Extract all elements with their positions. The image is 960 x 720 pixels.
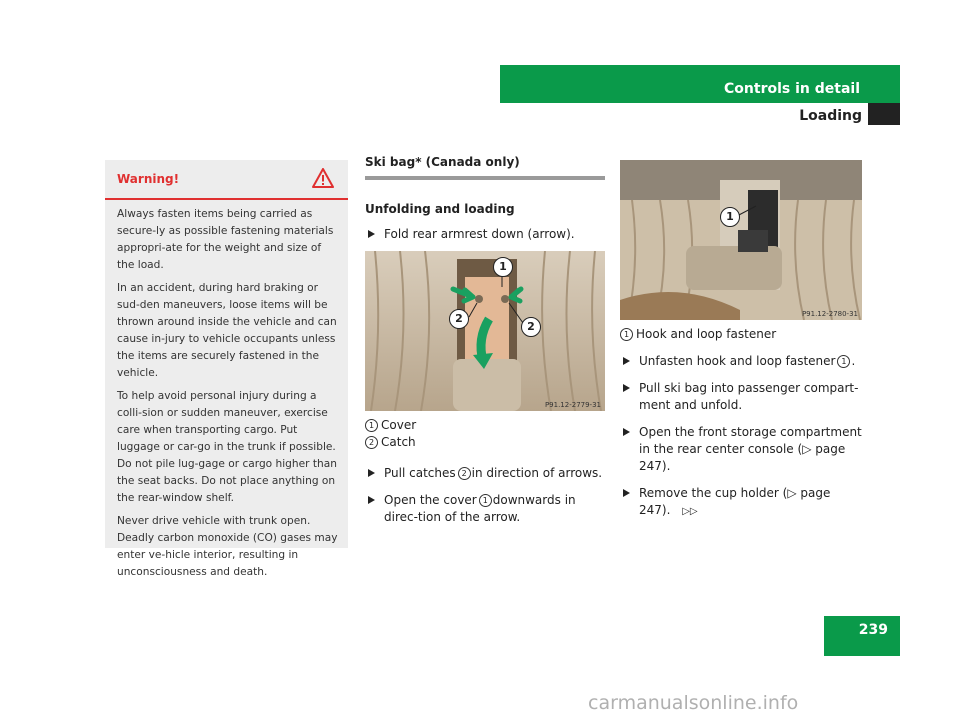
instruction-step: Pull catches 2 in direction of arrows. (365, 465, 605, 482)
callout-number: 2 (449, 309, 469, 329)
page-number: 239 (858, 622, 888, 638)
instruction-step: Open the front storage compartment in the rear center console (▷ page 247). (620, 424, 862, 475)
armrest-photo (365, 251, 605, 411)
page-number-box (824, 616, 900, 656)
section-header-band (500, 65, 900, 103)
instruction-step: Remove the cup holder (▷ page 247). ▷▷ (620, 485, 862, 520)
warning-paragraph: Never drive vehicle with trunk open. Deadly carbon monoxide (CO) gases may enter ve-hicle interior, resulting in unconsciousness and death. (117, 515, 338, 578)
subsection-marker (868, 103, 900, 125)
warning-body (117, 206, 341, 587)
image-id: P91.12-2779-31 (544, 401, 601, 409)
instruction-step: Open the cover 1 downwards in direc-tion of the arrow. (365, 492, 605, 526)
instruction-step: Pull ski bag into passenger compart-ment and unfold. (620, 380, 862, 414)
ski-bag-section (365, 155, 605, 526)
section-title: Controls in detail (724, 81, 860, 97)
warning-title: Warning! (117, 172, 180, 186)
warning-paragraph: Always fasten items being carried as secure-ly as possible fastening materials appropri-ate for the weight and size of the load. (117, 208, 334, 271)
warning-paragraph: In an accident, during hard braking or sud-den maneuvers, loose items will be thrown around inside the vehicle and can cause in-jury to vehicle occupants unless the items are securely fastened in the vehicle. (117, 282, 337, 379)
legend-item: 2 Catch (365, 434, 605, 451)
ski-bag-continued (620, 160, 862, 520)
ski-bag-photo (620, 160, 862, 320)
instruction-step: Unfasten hook and loop fastener 1 . (620, 353, 862, 370)
legend-item: 1 Cover (365, 417, 605, 434)
warning-triangle-icon (312, 168, 334, 188)
callout-number: 1 (720, 207, 740, 227)
legend-item: 1 Hook and loop fastener (620, 326, 862, 343)
section-heading: Ski bag* (Canada only) (365, 155, 605, 180)
warning-box (105, 160, 348, 578)
ski-bag-illustration (620, 160, 862, 320)
instruction-step: Fold rear armrest down (arrow). (365, 226, 605, 243)
source-watermark: carmanualsonline.info (588, 692, 799, 714)
subsection-title: Loading (799, 108, 862, 124)
image-id: P91.12-2780-31 (801, 310, 858, 318)
warning-paragraph: To help avoid personal injury during a colli-sion or sudden maneuver, exercise care when transporting cargo. Put luggage or car-go in the trunk if possible. Do not pile lug-gage or cargo higher than the seat backs. Do not place anything on the rear-window shelf. (117, 390, 337, 504)
subsection-heading: Unfolding and loading (365, 202, 515, 216)
warning-header (105, 160, 348, 200)
callout-number: 1 (493, 257, 513, 277)
callout-number: 2 (521, 317, 541, 337)
armrest-illustration (365, 251, 605, 411)
continue-marker: ▷▷ (682, 506, 698, 517)
